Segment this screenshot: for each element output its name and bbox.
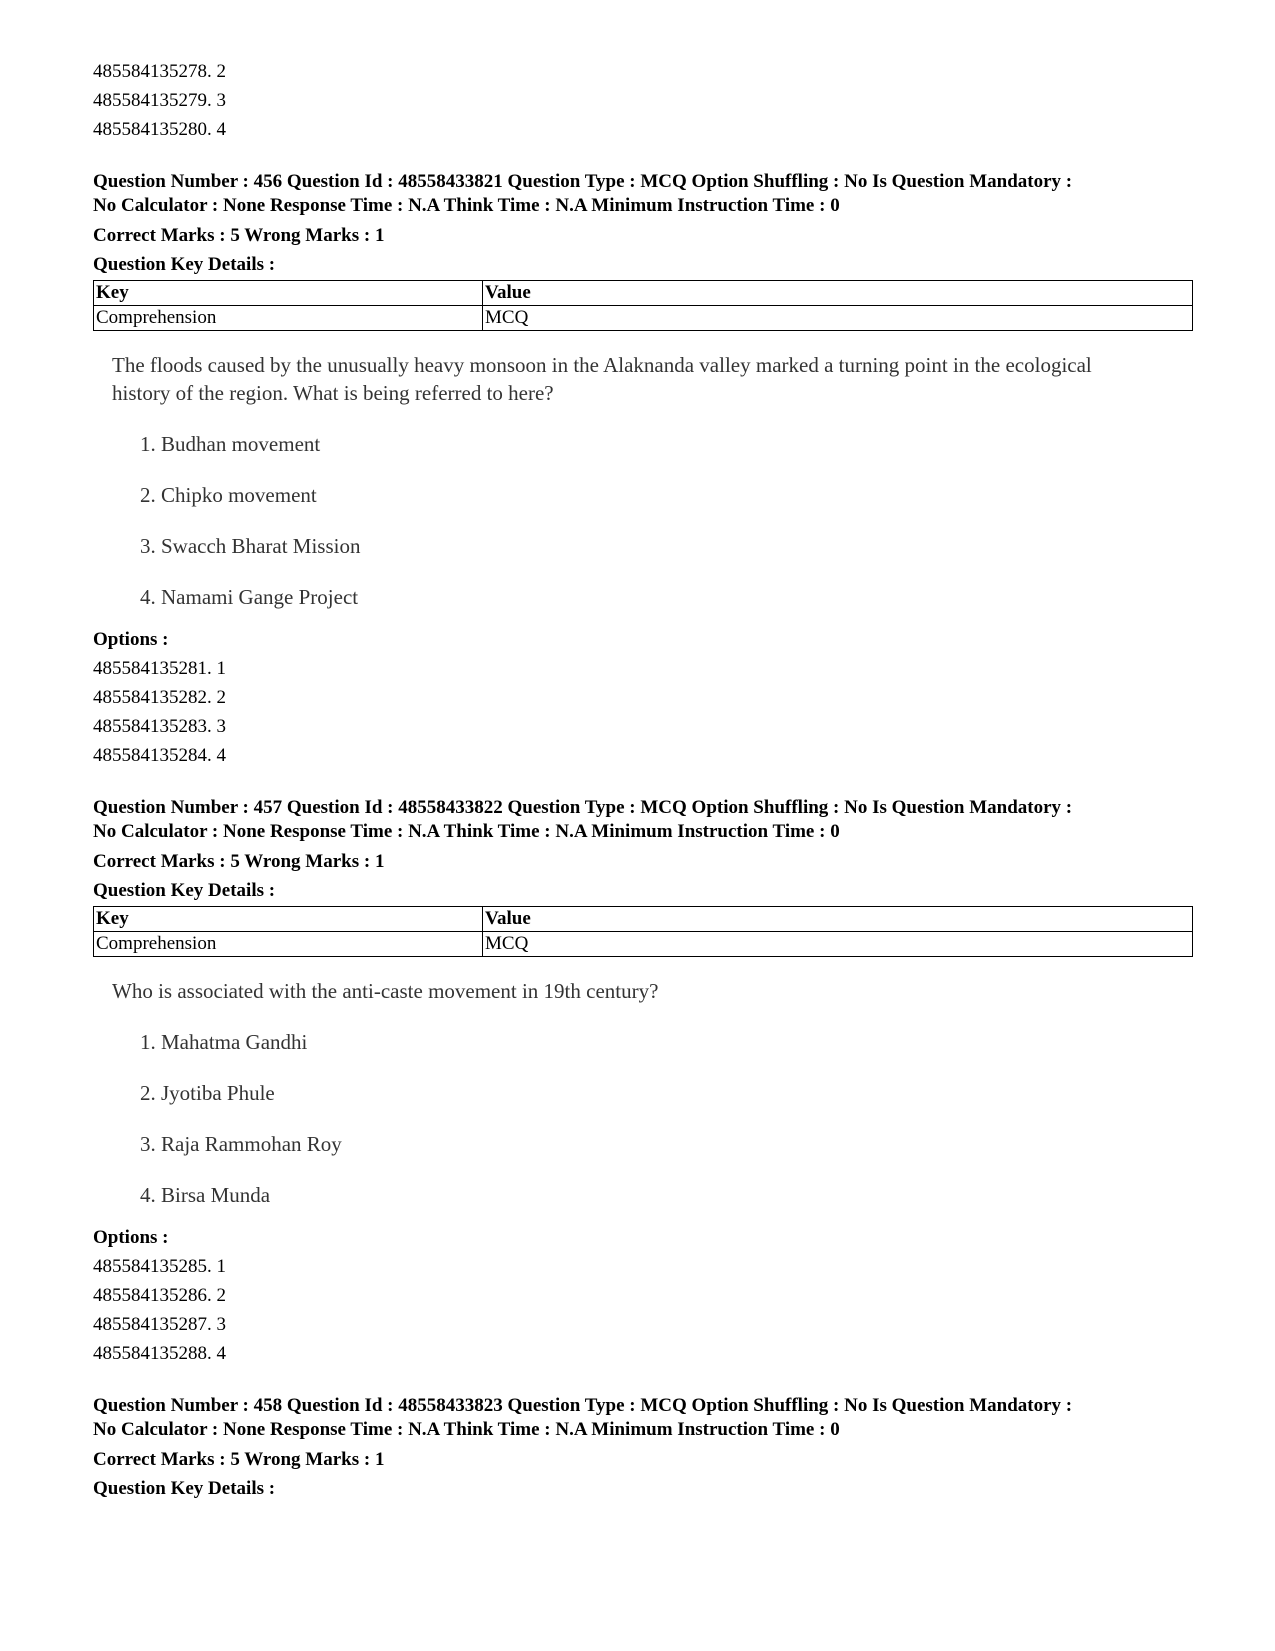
question-block-458 — [93, 1394, 1193, 1503]
question-content — [112, 351, 1193, 611]
question-choice: 1. Budhan movement — [140, 432, 321, 456]
question-meta-line-1: Question Number : 458 Question Id : 48558433823 Question Type : MCQ Option Shuffling : No Is Question Mandatory : — [93, 1395, 1073, 1416]
previous-options-list — [93, 57, 1193, 144]
marks-line: Correct Marks : 5 Wrong Marks : 1 — [93, 1449, 385, 1470]
option-id-line: 485584135288. 4 — [93, 1343, 226, 1364]
question-meta-line-2: No Calculator : None Response Time : N.A Think Time : N.A Minimum Instruction Time : 0 — [93, 1419, 840, 1440]
key-details-table — [93, 906, 1193, 957]
table-row — [94, 932, 1193, 957]
option-id-line: 485584135280. 4 — [93, 119, 226, 140]
marks-line: Correct Marks : 5 Wrong Marks : 1 — [93, 851, 385, 872]
option-id-line: 485584135287. 3 — [93, 1314, 226, 1335]
table-header-key: Key — [94, 907, 483, 932]
question-meta-line-1: Question Number : 456 Question Id : 48558433821 Question Type : MCQ Option Shuffling : No Is Question Mandatory : — [93, 171, 1073, 192]
options-label: Options : — [93, 1227, 169, 1248]
question-meta-line-2: No Calculator : None Response Time : N.A Think Time : N.A Minimum Instruction Time : 0 — [93, 821, 840, 842]
question-block-456 — [93, 170, 1193, 770]
key-details-label: Question Key Details : — [93, 1478, 276, 1499]
option-id-line: 485584135282. 2 — [93, 687, 226, 708]
table-header-value: Value — [483, 907, 1193, 932]
options-label: Options : — [93, 629, 169, 650]
question-choice: 3. Swacch Bharat Mission — [140, 534, 361, 558]
option-id-line: 485584135278. 2 — [93, 61, 226, 82]
question-choice: 2. Chipko movement — [140, 483, 317, 507]
document-page — [93, 57, 1193, 1529]
marks-line: Correct Marks : 5 Wrong Marks : 1 — [93, 225, 385, 246]
table-cell-value: MCQ — [483, 306, 1193, 331]
question-content — [112, 977, 1193, 1209]
table-header-key: Key — [94, 281, 483, 306]
option-id-line: 485584135285. 1 — [93, 1256, 226, 1277]
table-cell-key: Comprehension — [94, 932, 483, 957]
table-header-row — [94, 907, 1193, 932]
question-choice: 3. Raja Rammohan Roy — [140, 1132, 342, 1156]
table-cell-key: Comprehension — [94, 306, 483, 331]
question-choice: 2. Jyotiba Phule — [140, 1081, 275, 1105]
table-row — [94, 306, 1193, 331]
option-id-line: 485584135283. 3 — [93, 716, 226, 737]
question-text: Who is associated with the anti-caste movement in 19th century? — [112, 979, 659, 1003]
option-id-line: 485584135279. 3 — [93, 90, 226, 111]
question-choice: 1. Mahatma Gandhi — [140, 1030, 308, 1054]
question-meta-line-1: Question Number : 457 Question Id : 48558433822 Question Type : MCQ Option Shuffling : No Is Question Mandatory : — [93, 797, 1073, 818]
question-text: The floods caused by the unusually heavy monsoon in the Alaknanda valley marked a turning point in the ecological history of the region. What is being referred to here? — [112, 353, 1092, 405]
key-details-label: Question Key Details : — [93, 254, 276, 275]
question-meta-line-2: No Calculator : None Response Time : N.A Think Time : N.A Minimum Instruction Time : 0 — [93, 195, 840, 216]
question-block-457 — [93, 796, 1193, 1368]
key-details-table — [93, 280, 1193, 331]
question-choice: 4. Birsa Munda — [140, 1183, 271, 1207]
table-cell-value: MCQ — [483, 932, 1193, 957]
table-header-row — [94, 281, 1193, 306]
option-id-line: 485584135286. 2 — [93, 1285, 226, 1306]
table-header-value: Value — [483, 281, 1193, 306]
option-id-line: 485584135281. 1 — [93, 658, 226, 679]
key-details-label: Question Key Details : — [93, 880, 276, 901]
option-id-line: 485584135284. 4 — [93, 745, 226, 766]
question-choice: 4. Namami Gange Project — [140, 585, 359, 609]
